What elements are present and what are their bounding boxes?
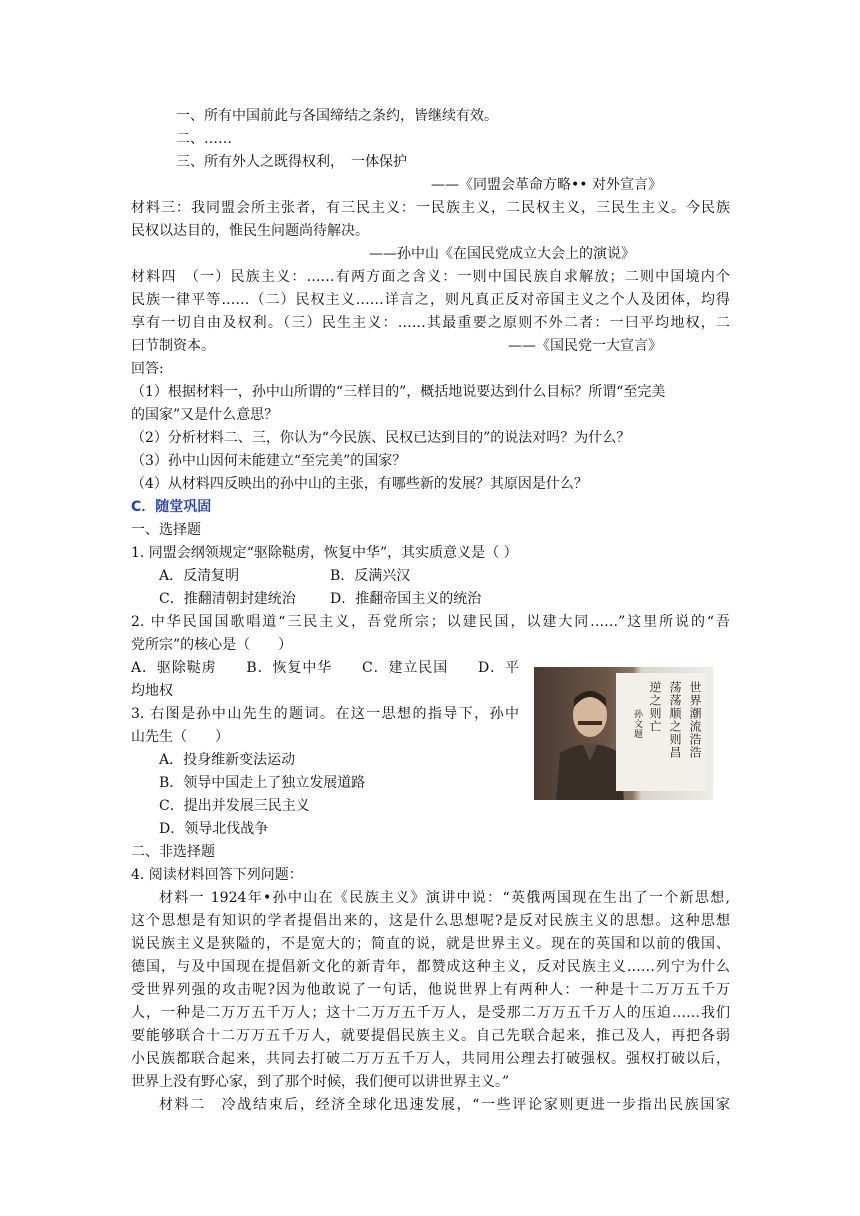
material-4-line-1: 材料四 （一）民族主义：……有两方面之含义：一则中国民族自求解放；二则中国境内个 [131,269,730,285]
subheading-multiple-choice: 一、选择题 [131,522,201,538]
treaty-clause-3: 三、所有外人之既得权利， 一体保护 [176,154,407,170]
portrait-figure [552,681,624,800]
calligraphy-column-1: 世界潮流浩浩 [688,681,702,759]
mc-question-3-line-1: 3. 右图是孙中山先生的题词。在这一思想的指导下，孙中 [131,706,519,722]
essay-material-1-line-6: 人，一种是二万万五千万人；这十二万万五千万人，是受那二万万五千万人的压迫……我们 [131,1005,730,1021]
question-2: （2）分析材料二、三，你认为“今民族、民权已达到目的”的说法对吗？为什么？ [131,430,631,446]
sun-yatsen-inscription-photo [534,667,713,800]
source-citation-3: ——《国民党一大宣言》 [508,338,662,354]
treaty-clause-1: 一、所有中国前此与各国缔结之条约，皆继续有效。 [176,108,498,124]
essay-material-1-line-9: 世界上没有野心家，到了那个时候，我们便可以讲世界主义。” [131,1074,510,1090]
source-citation-1: ——《同盟会革命方略•• 对外宣言》 [431,177,662,193]
mc-q3-option-c: C．提出并发展三民主义 [159,798,310,814]
material-3-line-1: 材料三：我同盟会所主张者，有三民主义：一民族主义，二民权主义，三民生主义。今民族 [131,200,730,216]
essay-material-1-line-3: 说民族主义是狭隘的，不是宽大的；简直的说，就是世界主义。现在的英国和以前的俄国、 [131,936,730,952]
essay-question-4: 4. 阅读材料回答下列问题： [131,867,303,883]
mc-q2-options: A．驱除鞑虏 B．恢复中华 C．建立民国 D．平 [131,660,519,676]
mc-q1-option-d: D．推翻帝国主义的统治 [330,591,482,607]
mc-q3-option-b: B．领导中国走上了独立发展道路 [159,775,366,791]
essay-material-1-line-5: 受世界列强的攻击呢?因为他敢说了一句话，他说世界上有两种人：一种是十二万万五千万 [131,982,730,998]
calligraphy-column-3: 逆之则亡 [648,681,662,733]
answer-label: 回答: [131,361,164,377]
inscription-scroll [616,673,706,791]
photo-watermark: cnsphoto [665,783,707,792]
essay-material-1-line-1: 材料一 1924年•孙中山在《民族主义》演讲中说：“英俄两国现在生出了一个新思想, [159,890,730,906]
essay-material-1-line-4: 德国，与及中国现在提倡新文化的新青年，都赞成这种主义，反对民族主义……列宁为什么 [131,959,730,975]
material-3-line-2: 民权以达目的，惟民生问题尚待解决。 [131,223,369,239]
material-4-line-2: 民族一律平等……（二）民权主义……详言之，则凡真正反对帝国主义之个人及团体，均得 [131,292,730,308]
mc-q3-option-a: A．投身维新变法运动 [159,752,296,768]
essay-material-1-line-8: 小民族都联合起来，共同去打破二万万五千万人，共同用公理去打破强权。强权打破以后， [131,1051,730,1067]
calligraphy-column-2: 荡荡顺之则昌 [668,681,682,759]
mc-q1-option-c: C．推翻清朝封建统治 [159,591,296,607]
source-citation-2: ——孙中山《在国民党成立大会上的演说》 [369,246,635,262]
mc-question-2-line-1: 2. 中华民国国歌唱道“三民主义，吾党所宗；以建民国，以建大同……”这里所说的“吾 [131,614,730,630]
material-4-line-4: 曰节制资本。 [131,338,215,354]
material-4-line-3: 享有一切自由及权利。（三）民生主义：……其最重要之原则不外二者：一曰平均地权，二 [131,315,730,331]
subheading-non-choice: 二、非选择题 [131,844,215,860]
mc-q1-option-a: A．反清复明 [159,568,240,584]
mc-q2-options-wrap: 均地权 [131,683,173,699]
question-1-line-1: （1）根据材料一，孙中山所谓的“三样目的”，概括地说要达到什么目标？所谓“至完美 [131,384,666,400]
mc-question-1: 1. 同盟会纲领规定“驱除鞑虏，恢复中华”，其实质意义是（ ） [131,545,518,561]
calligraphy-signature: 孙文题 [632,709,642,739]
question-1-line-2: 的国家”又是什么意思？ [131,407,279,423]
essay-material-1-line-7: 要能够联合十二万万五千万人，就要提倡民族主义。自己先联合起来，推己及人，再把各弱 [131,1028,730,1044]
section-heading-consolidation: C．随堂巩固 [131,499,212,515]
question-4: （4）从材料四反映出的孙中山的主张，有哪些新的发展？其原因是什么？ [131,476,588,492]
essay-material-2-line-1: 材料二 冷战结束后，经济全球化迅速发展，“一些评论家则更进一步指出民族国家 [159,1097,730,1113]
mc-q3-option-d: D．领导北伐战争 [159,821,269,837]
mc-q1-option-b: B．反满兴汉 [330,568,411,584]
essay-material-1-line-2: 这个思想是有知识的学者提倡出来的，这是什么思想呢?是反对民族主义的思想。这种思想 [131,913,730,929]
treaty-clause-2: 二、…… [176,131,232,147]
question-3: （3）孙中山因何未能建立“至完美”的国家？ [131,453,407,469]
mc-question-3-line-2: 山先生（ ） [131,729,229,745]
mc-question-2-line-2: 党所宗”的核心是（ ） [131,637,293,653]
